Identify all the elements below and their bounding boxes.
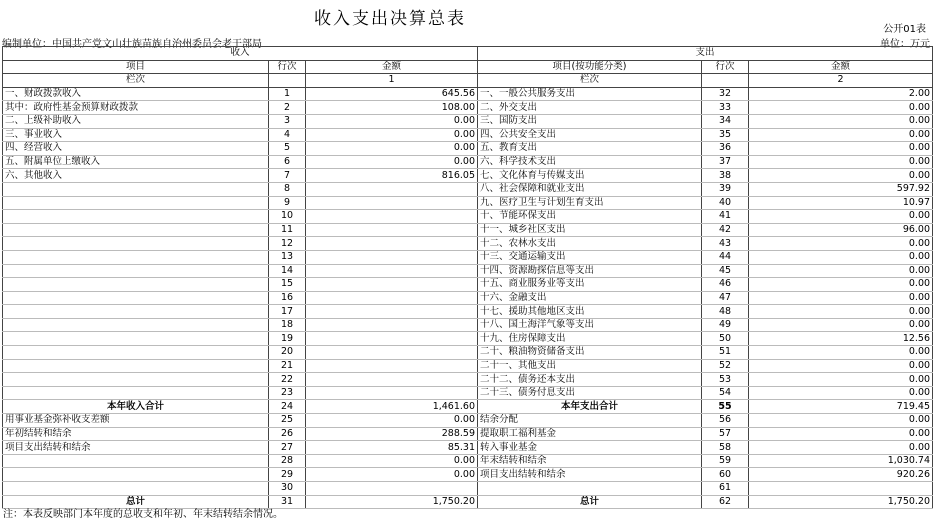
- income-amount-cell: 85.31: [306, 441, 478, 455]
- income-amount-cell: [306, 373, 478, 387]
- expense-line-cell: 48: [702, 305, 749, 319]
- expense-amount-cell: 0.00: [749, 155, 933, 169]
- income-item-cell: [3, 182, 269, 196]
- expense-amount-cell: 12.56: [749, 332, 933, 346]
- expense-item-cell: 二十、粮油物资储备支出: [478, 346, 702, 360]
- income-line-cell: 10: [269, 210, 306, 224]
- income-amount-cell: [306, 482, 478, 496]
- income-expense-table: [2, 46, 933, 509]
- table-row: [3, 346, 933, 360]
- report-title: 收入支出决算总表: [314, 9, 466, 29]
- expense-item-cell: 三、国防支出: [478, 114, 702, 128]
- income-line-cell: 8: [269, 182, 306, 196]
- expense-amount-cell: 0.00: [749, 414, 933, 428]
- expense-item-cell: 项目支出结转和结余: [478, 468, 702, 482]
- income-line-cell: 24: [269, 400, 306, 414]
- expense-group-header: 支出: [478, 47, 933, 61]
- table-row: [3, 223, 933, 237]
- expense-item-cell: 十、节能环保支出: [478, 210, 702, 224]
- income-item-cell: [3, 482, 269, 496]
- expense-line-cell: 49: [702, 318, 749, 332]
- expense-amount-cell: 0.00: [749, 318, 933, 332]
- table-row: [3, 142, 933, 156]
- table-row: [3, 196, 933, 210]
- expense-index-blank: [702, 74, 749, 88]
- income-line-cell: 21: [269, 359, 306, 373]
- table-row: [3, 264, 933, 278]
- expense-item-header: 项目(按功能分类): [478, 60, 702, 74]
- income-amount-cell: 0.00: [306, 454, 478, 468]
- income-amount-cell: [306, 386, 478, 400]
- income-line-cell: 11: [269, 223, 306, 237]
- income-item-cell: [3, 318, 269, 332]
- expense-line-cell: 55: [702, 400, 749, 414]
- income-amount-cell: [306, 182, 478, 196]
- income-amount-cell: [306, 250, 478, 264]
- table-row: [3, 414, 933, 428]
- expense-amount-cell: 1,030.74: [749, 454, 933, 468]
- income-item-cell: [3, 305, 269, 319]
- income-amount-cell: 288.59: [306, 427, 478, 441]
- expense-item-cell: [478, 482, 702, 496]
- expense-amount-cell: 0.00: [749, 278, 933, 292]
- form-code: 公开01表: [883, 24, 926, 35]
- income-amount-cell: 1,461.60: [306, 400, 478, 414]
- org-label: 编制单位：中国共产党文山壮族苗族自治州委员会老干部局: [2, 39, 262, 50]
- income-item-cell: 一、财政拨款收入: [3, 87, 269, 101]
- expense-item-cell: 十六、金融支出: [478, 291, 702, 305]
- expense-item-cell: 七、文化体育与传媒支出: [478, 169, 702, 183]
- expense-item-cell: 一、一般公共服务支出: [478, 87, 702, 101]
- income-amount-cell: 0.00: [306, 128, 478, 142]
- expense-item-cell: 二十三、债务付息支出: [478, 386, 702, 400]
- income-amount-cell: [306, 318, 478, 332]
- expense-amount-cell: 0.00: [749, 373, 933, 387]
- expense-line-cell: 41: [702, 210, 749, 224]
- expense-line-cell: 33: [702, 101, 749, 115]
- income-group-header: 收入: [3, 47, 478, 61]
- table-row: [3, 155, 933, 169]
- income-amount-cell: 0.00: [306, 468, 478, 482]
- expense-amount-cell: 0.00: [749, 346, 933, 360]
- income-line-cell: 20: [269, 346, 306, 360]
- table-row: [3, 454, 933, 468]
- table-row: [3, 359, 933, 373]
- expense-line-cell: 36: [702, 142, 749, 156]
- expense-amount-cell: 1,750.20: [749, 495, 933, 509]
- expense-line-cell: 46: [702, 278, 749, 292]
- expense-item-cell: 转入事业基金: [478, 441, 702, 455]
- expense-amount-cell: 96.00: [749, 223, 933, 237]
- expense-line-cell: 59: [702, 454, 749, 468]
- income-index-label: 栏次: [3, 74, 269, 88]
- income-item-cell: [3, 291, 269, 305]
- income-item-cell: [3, 223, 269, 237]
- expense-line-cell: 35: [702, 128, 749, 142]
- income-line-cell: 1: [269, 87, 306, 101]
- income-item-cell: [3, 359, 269, 373]
- income-item-cell: 二、上级补助收入: [3, 114, 269, 128]
- table-row: [3, 87, 933, 101]
- expense-line-cell: 58: [702, 441, 749, 455]
- expense-amount-cell: 0.00: [749, 169, 933, 183]
- income-line-cell: 28: [269, 454, 306, 468]
- income-amount-cell: 1,750.20: [306, 495, 478, 509]
- table-row: [3, 114, 933, 128]
- income-line-cell: 9: [269, 196, 306, 210]
- income-item-cell: [3, 237, 269, 251]
- income-line-cell: 4: [269, 128, 306, 142]
- expense-item-cell: 总计: [478, 495, 702, 509]
- expense-item-cell: 四、公共安全支出: [478, 128, 702, 142]
- income-item-cell: [3, 210, 269, 224]
- expense-line-cell: 47: [702, 291, 749, 305]
- income-line-cell: 6: [269, 155, 306, 169]
- expense-amount-cell: 0.00: [749, 264, 933, 278]
- expense-item-cell: 二十二、债务还本支出: [478, 373, 702, 387]
- income-line-cell: 12: [269, 237, 306, 251]
- table-row: [3, 441, 933, 455]
- expense-col-number: 2: [749, 74, 933, 88]
- income-line-cell: 30: [269, 482, 306, 496]
- income-item-cell: 本年收入合计: [3, 400, 269, 414]
- expense-amount-cell: 2.00: [749, 87, 933, 101]
- income-amount-cell: [306, 210, 478, 224]
- table-row: [3, 237, 933, 251]
- expense-line-cell: 45: [702, 264, 749, 278]
- income-item-cell: [3, 454, 269, 468]
- expense-line-cell: 44: [702, 250, 749, 264]
- table-row: [3, 427, 933, 441]
- income-amount-cell: 0.00: [306, 142, 478, 156]
- expense-line-cell: 57: [702, 427, 749, 441]
- income-amount-cell: 816.05: [306, 169, 478, 183]
- table-row: [3, 305, 933, 319]
- income-line-cell: 3: [269, 114, 306, 128]
- income-item-cell: 五、附属单位上缴收入: [3, 155, 269, 169]
- header-column-row: [3, 60, 933, 74]
- income-line-cell: 29: [269, 468, 306, 482]
- table-row: [3, 373, 933, 387]
- table-row: [3, 210, 933, 224]
- expense-item-cell: 年末结转和结余: [478, 454, 702, 468]
- table-row: [3, 386, 933, 400]
- income-amount-cell: [306, 305, 478, 319]
- income-item-cell: [3, 264, 269, 278]
- income-amount-cell: [306, 332, 478, 346]
- expense-item-cell: 十七、援助其他地区支出: [478, 305, 702, 319]
- income-item-cell: [3, 373, 269, 387]
- income-item-cell: 四、经营收入: [3, 142, 269, 156]
- income-line-cell: 27: [269, 441, 306, 455]
- income-col-number: 1: [306, 74, 478, 88]
- expense-line-cell: 54: [702, 386, 749, 400]
- expense-amount-cell: 0.00: [749, 114, 933, 128]
- income-item-cell: 总计: [3, 495, 269, 509]
- income-item-cell: [3, 468, 269, 482]
- expense-amount-header: 金额: [749, 60, 933, 74]
- income-amount-cell: 645.56: [306, 87, 478, 101]
- income-item-cell: 项目支出结转和结余: [3, 441, 269, 455]
- income-amount-cell: 0.00: [306, 155, 478, 169]
- income-item-cell: 六、其他收入: [3, 169, 269, 183]
- table-row: [3, 182, 933, 196]
- expense-item-cell: 十九、住房保障支出: [478, 332, 702, 346]
- income-line-cell: 18: [269, 318, 306, 332]
- expense-item-cell: 九、医疗卫生与计划生育支出: [478, 196, 702, 210]
- expense-line-cell: 34: [702, 114, 749, 128]
- income-amount-cell: [306, 196, 478, 210]
- expense-index-label: 栏次: [478, 74, 702, 88]
- unit-label: 单位：万元: [880, 39, 930, 50]
- table-row: [3, 400, 933, 414]
- expense-item-cell: 二、外交支出: [478, 101, 702, 115]
- income-amount-header: 金额: [306, 60, 478, 74]
- table-row: [3, 291, 933, 305]
- income-item-cell: 年初结转和结余: [3, 427, 269, 441]
- income-amount-cell: [306, 278, 478, 292]
- expense-amount-cell: 0.00: [749, 359, 933, 373]
- expense-amount-cell: 0.00: [749, 101, 933, 115]
- expense-item-cell: 本年支出合计: [478, 400, 702, 414]
- income-line-cell: 15: [269, 278, 306, 292]
- expense-line-cell: 61: [702, 482, 749, 496]
- income-item-cell: [3, 250, 269, 264]
- income-line-cell: 16: [269, 291, 306, 305]
- expense-line-cell: 43: [702, 237, 749, 251]
- income-line-cell: 13: [269, 250, 306, 264]
- expense-line-cell: 56: [702, 414, 749, 428]
- table-row: [3, 169, 933, 183]
- expense-item-cell: 二十一、其他支出: [478, 359, 702, 373]
- income-line-header: 行次: [269, 60, 306, 74]
- expense-item-cell: 十三、交通运输支出: [478, 250, 702, 264]
- expense-line-cell: 40: [702, 196, 749, 210]
- expense-amount-cell: 920.26: [749, 468, 933, 482]
- income-amount-cell: [306, 264, 478, 278]
- expense-item-cell: 提取职工福利基金: [478, 427, 702, 441]
- table-row: [3, 278, 933, 292]
- expense-amount-cell: [749, 482, 933, 496]
- income-line-cell: 7: [269, 169, 306, 183]
- expense-line-cell: 42: [702, 223, 749, 237]
- expense-amount-cell: 0.00: [749, 237, 933, 251]
- expense-amount-cell: 0.00: [749, 210, 933, 224]
- income-amount-cell: [306, 359, 478, 373]
- expense-item-cell: 十四、资源勘探信息等支出: [478, 264, 702, 278]
- income-line-cell: 19: [269, 332, 306, 346]
- table-row: [3, 468, 933, 482]
- income-line-cell: 31: [269, 495, 306, 509]
- income-item-cell: [3, 278, 269, 292]
- income-item-cell: [3, 346, 269, 360]
- expense-amount-cell: 0.00: [749, 291, 933, 305]
- expense-amount-cell: 0.00: [749, 427, 933, 441]
- income-line-cell: 23: [269, 386, 306, 400]
- expense-amount-cell: 0.00: [749, 142, 933, 156]
- expense-line-cell: 52: [702, 359, 749, 373]
- expense-line-cell: 53: [702, 373, 749, 387]
- income-amount-cell: 0.00: [306, 414, 478, 428]
- expense-line-cell: 32: [702, 87, 749, 101]
- income-line-cell: 2: [269, 101, 306, 115]
- income-item-cell: 其中：政府性基金预算财政拨款: [3, 101, 269, 115]
- table-row: [3, 101, 933, 115]
- expense-item-cell: 结余分配: [478, 414, 702, 428]
- income-item-cell: [3, 386, 269, 400]
- income-item-header: 项目: [3, 60, 269, 74]
- expense-amount-cell: 0.00: [749, 128, 933, 142]
- expense-line-cell: 60: [702, 468, 749, 482]
- income-line-cell: 25: [269, 414, 306, 428]
- expense-line-cell: 50: [702, 332, 749, 346]
- expense-item-cell: 十八、国土海洋气象等支出: [478, 318, 702, 332]
- expense-item-cell: 十五、商业服务业等支出: [478, 278, 702, 292]
- expense-amount-cell: 719.45: [749, 400, 933, 414]
- header-group-row: [3, 47, 933, 61]
- table-row: [3, 332, 933, 346]
- footnote: 注：本表反映部门本年度的总收支和年初、年末结转结余情况。: [3, 509, 283, 520]
- table-row: [3, 250, 933, 264]
- table-row: [3, 482, 933, 496]
- income-line-cell: 22: [269, 373, 306, 387]
- header-index-row: [3, 74, 933, 88]
- expense-line-cell: 62: [702, 495, 749, 509]
- expense-line-cell: 39: [702, 182, 749, 196]
- income-amount-cell: [306, 291, 478, 305]
- expense-item-cell: 五、教育支出: [478, 142, 702, 156]
- expense-item-cell: 八、社会保障和就业支出: [478, 182, 702, 196]
- table-row: [3, 318, 933, 332]
- income-amount-cell: [306, 223, 478, 237]
- expense-amount-cell: 0.00: [749, 305, 933, 319]
- expense-amount-cell: 0.00: [749, 250, 933, 264]
- expense-line-header: 行次: [702, 60, 749, 74]
- expense-amount-cell: 0.00: [749, 386, 933, 400]
- expense-item-cell: 十一、城乡社区支出: [478, 223, 702, 237]
- table-row: [3, 128, 933, 142]
- expense-line-cell: 37: [702, 155, 749, 169]
- expense-item-cell: 六、科学技术支出: [478, 155, 702, 169]
- income-amount-cell: 108.00: [306, 101, 478, 115]
- expense-line-cell: 38: [702, 169, 749, 183]
- expense-amount-cell: 597.92: [749, 182, 933, 196]
- income-item-cell: [3, 196, 269, 210]
- income-line-cell: 5: [269, 142, 306, 156]
- income-amount-cell: [306, 346, 478, 360]
- expense-amount-cell: 10.97: [749, 196, 933, 210]
- expense-item-cell: 十二、农林水支出: [478, 237, 702, 251]
- expense-amount-cell: 0.00: [749, 441, 933, 455]
- income-index-blank: [269, 74, 306, 88]
- income-amount-cell: [306, 237, 478, 251]
- income-line-cell: 26: [269, 427, 306, 441]
- income-item-cell: 用事业基金弥补收支差额: [3, 414, 269, 428]
- income-item-cell: [3, 332, 269, 346]
- income-line-cell: 14: [269, 264, 306, 278]
- income-line-cell: 17: [269, 305, 306, 319]
- expense-line-cell: 51: [702, 346, 749, 360]
- income-amount-cell: 0.00: [306, 114, 478, 128]
- income-item-cell: 三、事业收入: [3, 128, 269, 142]
